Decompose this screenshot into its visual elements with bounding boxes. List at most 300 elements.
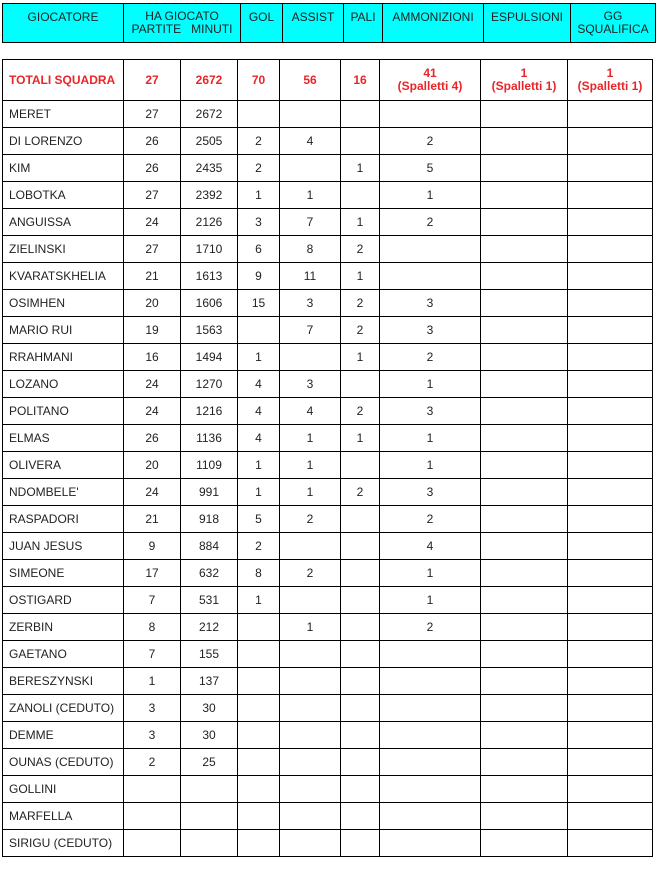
player-yellow-cards: 2 xyxy=(380,344,481,371)
player-goals xyxy=(238,776,280,803)
player-matches: 27 xyxy=(124,182,181,209)
player-matches: 27 xyxy=(124,236,181,263)
player-posts xyxy=(341,506,380,533)
player-yellow-cards: 1 xyxy=(380,371,481,398)
player-assist: 7 xyxy=(280,317,341,344)
player-matches: 1 xyxy=(124,668,181,695)
header-played-line2: PARTITE MINUTI xyxy=(131,22,233,36)
player-assist xyxy=(280,749,341,776)
player-posts xyxy=(341,776,380,803)
table-row xyxy=(3,344,653,371)
player-yellow-cards: 1 xyxy=(380,425,481,452)
player-red-cards xyxy=(481,803,568,830)
player-posts xyxy=(341,668,380,695)
player-posts xyxy=(341,560,380,587)
player-matches: 2 xyxy=(124,749,181,776)
player-goals: 6 xyxy=(238,236,280,263)
player-matches: 26 xyxy=(124,128,181,155)
player-matches: 21 xyxy=(124,263,181,290)
player-goals xyxy=(238,641,280,668)
player-suspension xyxy=(568,290,653,317)
player-matches: 20 xyxy=(124,452,181,479)
player-posts xyxy=(341,587,380,614)
player-matches: 27 xyxy=(124,101,181,128)
player-suspension xyxy=(568,695,653,722)
player-name: RASPADORI xyxy=(3,506,124,533)
player-posts: 1 xyxy=(341,263,380,290)
player-minutes: 2392 xyxy=(181,182,238,209)
table-row xyxy=(3,533,653,560)
player-posts: 1 xyxy=(341,425,380,452)
header-yellow-cards: AMMONIZIONI xyxy=(383,4,484,43)
player-assist xyxy=(280,101,341,128)
player-goals: 2 xyxy=(238,155,280,182)
totals-matches: 27 xyxy=(124,60,181,101)
player-red-cards xyxy=(481,560,568,587)
player-name: MERET xyxy=(3,101,124,128)
table-row xyxy=(3,452,653,479)
player-goals: 8 xyxy=(238,560,280,587)
player-posts xyxy=(341,182,380,209)
header-player: GIOCATORE xyxy=(3,4,124,43)
player-posts xyxy=(341,830,380,857)
player-matches: 24 xyxy=(124,479,181,506)
player-red-cards xyxy=(481,101,568,128)
player-suspension xyxy=(568,155,653,182)
player-name: OLIVERA xyxy=(3,452,124,479)
player-yellow-cards: 3 xyxy=(380,317,481,344)
player-minutes: 1270 xyxy=(181,371,238,398)
player-yellow-cards xyxy=(380,641,481,668)
player-goals: 9 xyxy=(238,263,280,290)
player-matches: 16 xyxy=(124,344,181,371)
player-yellow-cards: 1 xyxy=(380,560,481,587)
header-suspension-line2: SQUALIFICA xyxy=(577,22,649,36)
stats-table xyxy=(2,59,653,857)
player-matches: 3 xyxy=(124,722,181,749)
player-assist: 1 xyxy=(280,425,341,452)
player-assist xyxy=(280,155,341,182)
player-posts xyxy=(341,641,380,668)
player-assist xyxy=(280,344,341,371)
player-yellow-cards xyxy=(380,263,481,290)
player-assist: 1 xyxy=(280,182,341,209)
player-assist xyxy=(280,695,341,722)
player-minutes: 1136 xyxy=(181,425,238,452)
totals-posts: 16 xyxy=(341,60,380,101)
player-yellow-cards xyxy=(380,668,481,695)
player-matches xyxy=(124,776,181,803)
player-matches: 7 xyxy=(124,641,181,668)
table-row xyxy=(3,614,653,641)
player-yellow-cards xyxy=(380,722,481,749)
player-matches: 9 xyxy=(124,533,181,560)
player-suspension xyxy=(568,128,653,155)
player-red-cards xyxy=(481,371,568,398)
player-minutes xyxy=(181,803,238,830)
player-minutes: 25 xyxy=(181,749,238,776)
player-suspension xyxy=(568,236,653,263)
player-suspension xyxy=(568,371,653,398)
player-assist xyxy=(280,776,341,803)
player-matches: 19 xyxy=(124,317,181,344)
totals-yellow-cards xyxy=(380,60,481,101)
player-suspension xyxy=(568,803,653,830)
player-matches: 26 xyxy=(124,155,181,182)
player-red-cards xyxy=(481,452,568,479)
player-red-cards xyxy=(481,614,568,641)
player-posts: 1 xyxy=(341,209,380,236)
table-row xyxy=(3,236,653,263)
player-posts xyxy=(341,614,380,641)
player-goals: 1 xyxy=(238,344,280,371)
player-assist: 11 xyxy=(280,263,341,290)
player-suspension xyxy=(568,209,653,236)
player-red-cards xyxy=(481,128,568,155)
player-suspension xyxy=(568,344,653,371)
player-name: LOZANO xyxy=(3,371,124,398)
table-row xyxy=(3,560,653,587)
player-minutes: 1216 xyxy=(181,398,238,425)
table-row xyxy=(3,371,653,398)
table-row xyxy=(3,830,653,857)
player-goals: 1 xyxy=(238,587,280,614)
table-row xyxy=(3,695,653,722)
header-posts: PALI xyxy=(344,4,383,43)
header-red-cards: ESPULSIONI xyxy=(484,4,571,43)
totals-yellow-value: 41 xyxy=(423,66,437,80)
table-row xyxy=(3,101,653,128)
player-posts xyxy=(341,749,380,776)
table-row xyxy=(3,749,653,776)
player-minutes: 2505 xyxy=(181,128,238,155)
player-goals: 4 xyxy=(238,371,280,398)
player-suspension xyxy=(568,101,653,128)
player-posts: 2 xyxy=(341,317,380,344)
player-name: KIM xyxy=(3,155,124,182)
player-red-cards xyxy=(481,506,568,533)
player-assist xyxy=(280,722,341,749)
totals-label: TOTALI SQUADRA xyxy=(3,60,124,101)
player-red-cards xyxy=(481,398,568,425)
player-suspension xyxy=(568,722,653,749)
player-name: JUAN JESUS xyxy=(3,533,124,560)
player-name: BERESZYNSKI xyxy=(3,668,124,695)
player-red-cards xyxy=(481,668,568,695)
player-yellow-cards xyxy=(380,749,481,776)
player-minutes: 30 xyxy=(181,722,238,749)
player-yellow-cards xyxy=(380,695,481,722)
player-minutes: 1606 xyxy=(181,290,238,317)
player-assist: 1 xyxy=(280,479,341,506)
player-assist xyxy=(280,803,341,830)
player-suspension xyxy=(568,263,653,290)
table-row xyxy=(3,209,653,236)
player-yellow-cards: 3 xyxy=(380,479,481,506)
player-name: ZIELINSKI xyxy=(3,236,124,263)
player-goals: 1 xyxy=(238,182,280,209)
totals-red-cards xyxy=(481,60,568,101)
player-suspension xyxy=(568,317,653,344)
player-suspension xyxy=(568,398,653,425)
player-matches: 3 xyxy=(124,695,181,722)
table-row xyxy=(3,128,653,155)
player-assist: 7 xyxy=(280,209,341,236)
player-assist: 3 xyxy=(280,371,341,398)
header-goals: GOL xyxy=(241,4,283,43)
player-goals xyxy=(238,614,280,641)
player-posts xyxy=(341,533,380,560)
table-row xyxy=(3,317,653,344)
player-assist: 2 xyxy=(280,560,341,587)
player-posts xyxy=(341,803,380,830)
player-minutes: 531 xyxy=(181,587,238,614)
player-minutes: 30 xyxy=(181,695,238,722)
player-red-cards xyxy=(481,479,568,506)
player-yellow-cards: 4 xyxy=(380,533,481,560)
player-matches: 8 xyxy=(124,614,181,641)
player-posts xyxy=(341,101,380,128)
player-red-cards xyxy=(481,209,568,236)
player-minutes: 2126 xyxy=(181,209,238,236)
player-suspension xyxy=(568,830,653,857)
totals-goals: 70 xyxy=(238,60,280,101)
player-goals xyxy=(238,749,280,776)
player-minutes: 1613 xyxy=(181,263,238,290)
player-suspension xyxy=(568,425,653,452)
player-posts: 2 xyxy=(341,290,380,317)
player-name: ZERBIN xyxy=(3,614,124,641)
player-goals xyxy=(238,722,280,749)
player-assist: 1 xyxy=(280,614,341,641)
player-red-cards xyxy=(481,425,568,452)
player-name: SIRIGU (CEDUTO) xyxy=(3,830,124,857)
header-suspension-line1: GG xyxy=(603,9,623,23)
player-posts xyxy=(341,695,380,722)
header-played xyxy=(124,4,241,43)
player-posts: 1 xyxy=(341,344,380,371)
player-goals: 3 xyxy=(238,209,280,236)
player-posts xyxy=(341,452,380,479)
player-name: LOBOTKA xyxy=(3,182,124,209)
player-yellow-cards: 1 xyxy=(380,452,481,479)
player-yellow-cards xyxy=(380,776,481,803)
player-name: NDOMBELE' xyxy=(3,479,124,506)
totals-suspension-value: 1 xyxy=(606,66,614,80)
totals-red-note: (Spalletti 1) xyxy=(491,79,557,93)
header-suspension xyxy=(571,4,656,43)
player-minutes: 632 xyxy=(181,560,238,587)
player-yellow-cards xyxy=(380,236,481,263)
player-red-cards xyxy=(481,290,568,317)
player-matches: 24 xyxy=(124,398,181,425)
player-name: DI LORENZO xyxy=(3,128,124,155)
table-row xyxy=(3,155,653,182)
player-suspension xyxy=(568,587,653,614)
player-matches: 7 xyxy=(124,587,181,614)
player-name: OUNAS (CEDUTO) xyxy=(3,749,124,776)
player-name: ELMAS xyxy=(3,425,124,452)
player-yellow-cards: 3 xyxy=(380,398,481,425)
player-assist: 8 xyxy=(280,236,341,263)
table-row xyxy=(3,479,653,506)
player-posts xyxy=(341,722,380,749)
player-minutes xyxy=(181,830,238,857)
player-minutes: 137 xyxy=(181,668,238,695)
player-assist: 4 xyxy=(280,128,341,155)
player-assist xyxy=(280,668,341,695)
player-yellow-cards: 2 xyxy=(380,209,481,236)
totals-yellow-note: (Spalletti 4) xyxy=(397,79,463,93)
player-red-cards xyxy=(481,344,568,371)
player-goals xyxy=(238,317,280,344)
player-assist xyxy=(280,830,341,857)
player-yellow-cards: 5 xyxy=(380,155,481,182)
table-row xyxy=(3,641,653,668)
player-yellow-cards: 2 xyxy=(380,506,481,533)
table-row xyxy=(3,776,653,803)
player-minutes: 991 xyxy=(181,479,238,506)
player-minutes: 2435 xyxy=(181,155,238,182)
player-goals xyxy=(238,101,280,128)
player-matches: 21 xyxy=(124,506,181,533)
player-red-cards xyxy=(481,722,568,749)
player-assist: 4 xyxy=(280,398,341,425)
player-assist xyxy=(280,533,341,560)
header-played-line1: HA GIOCATO xyxy=(145,9,219,23)
player-name: MARIO RUI xyxy=(3,317,124,344)
player-suspension xyxy=(568,776,653,803)
player-red-cards xyxy=(481,695,568,722)
player-assist: 2 xyxy=(280,506,341,533)
header-row xyxy=(3,4,656,43)
table-row xyxy=(3,506,653,533)
player-suspension xyxy=(568,749,653,776)
player-name: POLITANO xyxy=(3,398,124,425)
player-name: OSTIGARD xyxy=(3,587,124,614)
player-minutes: 212 xyxy=(181,614,238,641)
totals-assist: 56 xyxy=(280,60,341,101)
player-red-cards xyxy=(481,749,568,776)
player-yellow-cards: 2 xyxy=(380,614,481,641)
player-name: GOLLINI xyxy=(3,776,124,803)
player-matches xyxy=(124,803,181,830)
player-posts: 2 xyxy=(341,398,380,425)
player-goals xyxy=(238,668,280,695)
header-assist: ASSIST xyxy=(283,4,344,43)
table-row xyxy=(3,668,653,695)
player-matches: 17 xyxy=(124,560,181,587)
player-name: SIMEONE xyxy=(3,560,124,587)
player-goals: 4 xyxy=(238,398,280,425)
player-red-cards xyxy=(481,587,568,614)
player-red-cards xyxy=(481,641,568,668)
player-name: RRAHMANI xyxy=(3,344,124,371)
player-suspension xyxy=(568,560,653,587)
player-red-cards xyxy=(481,830,568,857)
player-goals: 1 xyxy=(238,452,280,479)
player-name: ANGUISSA xyxy=(3,209,124,236)
player-suspension xyxy=(568,506,653,533)
player-minutes: 1109 xyxy=(181,452,238,479)
player-matches xyxy=(124,830,181,857)
player-matches: 24 xyxy=(124,371,181,398)
player-red-cards xyxy=(481,533,568,560)
totals-row xyxy=(3,60,653,101)
player-goals: 4 xyxy=(238,425,280,452)
player-goals: 2 xyxy=(238,533,280,560)
totals-suspension-note: (Spalletti 1) xyxy=(577,79,643,93)
player-suspension xyxy=(568,182,653,209)
table-row xyxy=(3,425,653,452)
player-yellow-cards xyxy=(380,803,481,830)
header-table xyxy=(2,3,656,43)
table-row xyxy=(3,587,653,614)
table-row xyxy=(3,182,653,209)
table-row xyxy=(3,398,653,425)
totals-minutes: 2672 xyxy=(181,60,238,101)
player-red-cards xyxy=(481,155,568,182)
player-yellow-cards xyxy=(380,101,481,128)
player-suspension xyxy=(568,614,653,641)
player-minutes: 918 xyxy=(181,506,238,533)
player-name: MARFELLA xyxy=(3,803,124,830)
player-matches: 24 xyxy=(124,209,181,236)
player-name: KVARATSKHELIA xyxy=(3,263,124,290)
player-suspension xyxy=(568,533,653,560)
player-yellow-cards: 1 xyxy=(380,587,481,614)
player-red-cards xyxy=(481,182,568,209)
player-matches: 26 xyxy=(124,425,181,452)
player-minutes: 884 xyxy=(181,533,238,560)
player-red-cards xyxy=(481,776,568,803)
player-goals xyxy=(238,803,280,830)
player-posts: 1 xyxy=(341,155,380,182)
player-minutes: 1563 xyxy=(181,317,238,344)
table-row xyxy=(3,263,653,290)
player-goals: 2 xyxy=(238,128,280,155)
player-yellow-cards: 3 xyxy=(380,290,481,317)
player-red-cards xyxy=(481,236,568,263)
player-assist xyxy=(280,587,341,614)
player-matches: 20 xyxy=(124,290,181,317)
player-yellow-cards: 2 xyxy=(380,128,481,155)
player-goals: 15 xyxy=(238,290,280,317)
player-assist xyxy=(280,641,341,668)
player-minutes: 1710 xyxy=(181,236,238,263)
player-goals: 1 xyxy=(238,479,280,506)
player-goals xyxy=(238,695,280,722)
player-red-cards xyxy=(481,263,568,290)
player-minutes xyxy=(181,776,238,803)
player-posts xyxy=(341,371,380,398)
player-posts: 2 xyxy=(341,236,380,263)
player-minutes: 155 xyxy=(181,641,238,668)
player-goals: 5 xyxy=(238,506,280,533)
player-assist: 3 xyxy=(280,290,341,317)
player-suspension xyxy=(568,641,653,668)
player-red-cards xyxy=(481,317,568,344)
player-yellow-cards xyxy=(380,830,481,857)
player-yellow-cards: 1 xyxy=(380,182,481,209)
player-minutes: 1494 xyxy=(181,344,238,371)
table-row xyxy=(3,722,653,749)
player-name: OSIMHEN xyxy=(3,290,124,317)
totals-red-value: 1 xyxy=(520,66,528,80)
player-goals xyxy=(238,830,280,857)
player-name: GAETANO xyxy=(3,641,124,668)
player-name: ZANOLI (CEDUTO) xyxy=(3,695,124,722)
